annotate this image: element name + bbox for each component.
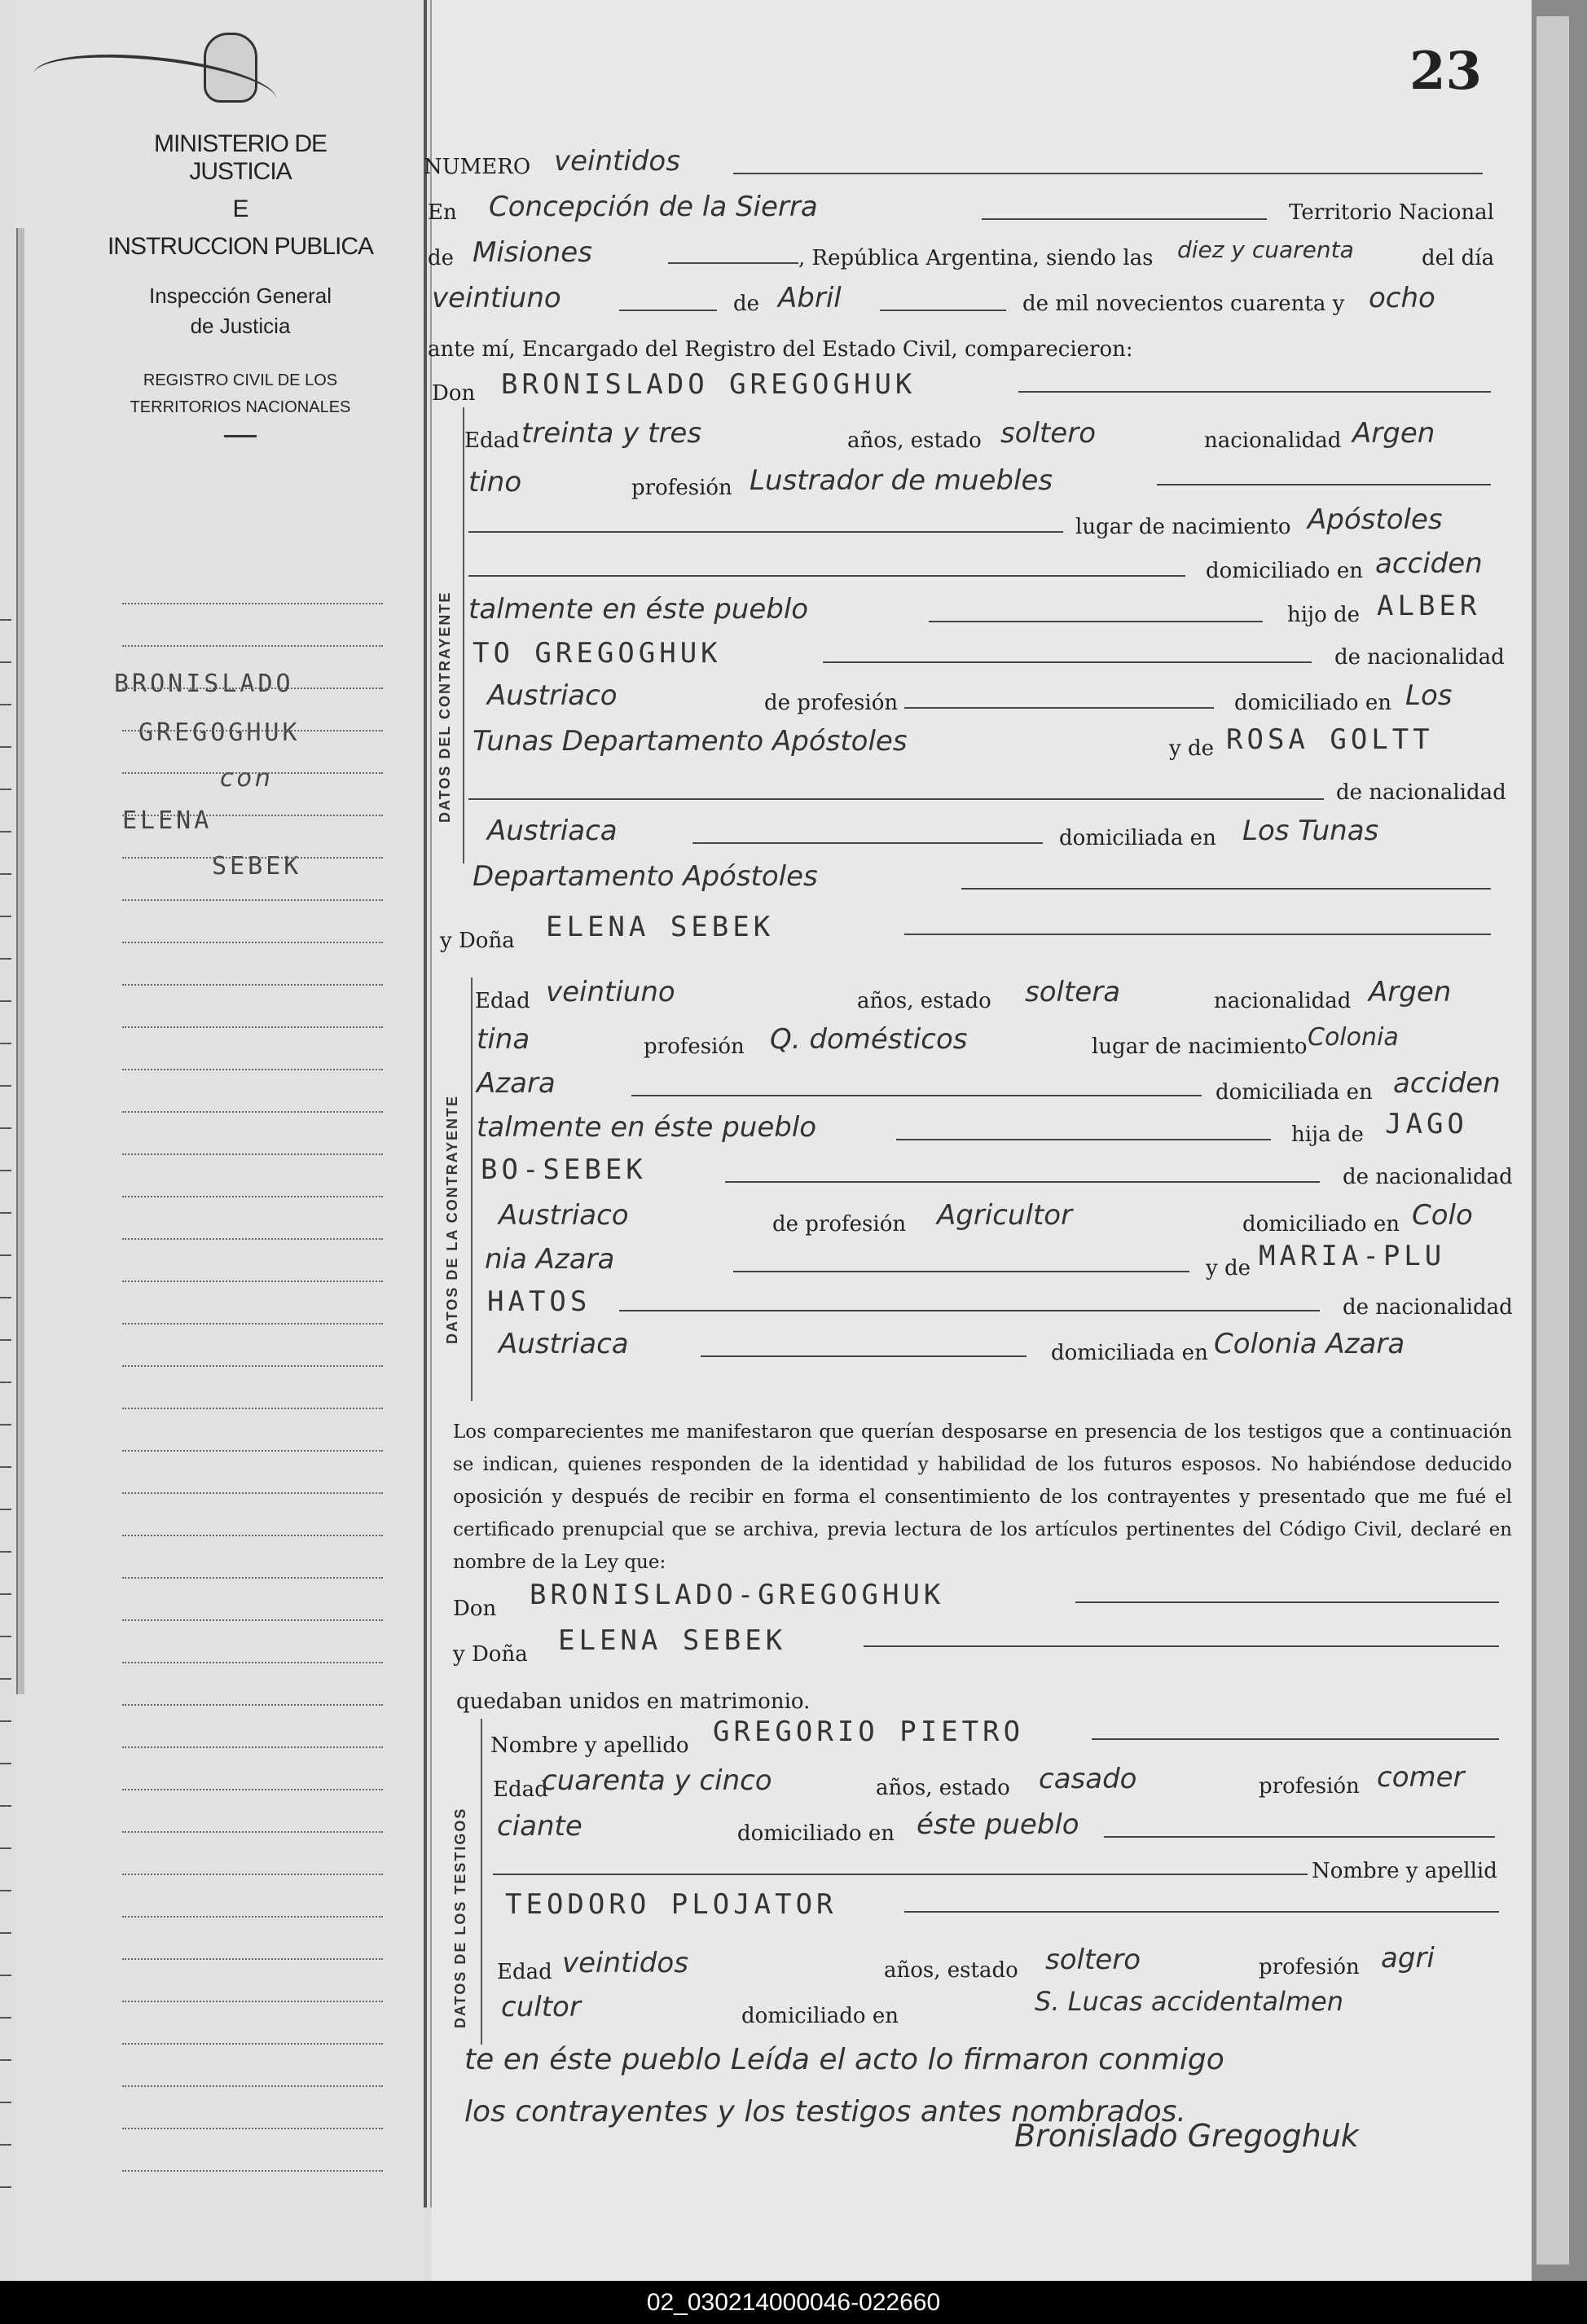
margin-name-3: ELENA [122,806,213,835]
witness2-age: veintidos [562,1947,688,1979]
margin-ruled-line [122,984,383,986]
dia-value: veintiuno [432,282,561,314]
closing-line-2: los contrayentes y los testigos antes nombrados. [464,2095,1186,2129]
witness2-name: TEODORO PLOJATOR [505,1888,837,1921]
closing-line-1: te en éste pueblo Leída el acto lo firmaron conmigo [464,2043,1224,2076]
margin-ruled-line [122,1111,383,1113]
bride-father: BO-SEBEK [481,1153,647,1186]
bride-mother: MARIA-PLU [1259,1240,1446,1272]
margin-ruled-line [122,1196,383,1197]
section-label-contrayente: DATOS DEL CONTRAYENTE [437,591,453,823]
section-label-contrayente-bride: DATOS DE LA CONTRAYENTE [444,1094,460,1344]
margin-ruled-line [122,730,383,731]
groom-name-final: BRONISLADO-GREGOGHUK [530,1579,945,1611]
margin-ruled-line [122,815,383,816]
binding-stitch [16,228,24,1694]
bride-profession: Q. domésticos [770,1023,968,1056]
lugar-value: Concepción de la Sierra [489,191,818,223]
margin-ruled-line [122,688,383,689]
witness2-status: soltero [1045,1944,1141,1976]
margin-ruled-line [122,1831,383,1833]
groom-father: TO GREGOGHUK [473,637,722,670]
section-label-testigos: DATOS DE LOS TESTIGOS [452,1807,468,2028]
margin-ruled-line [122,1958,383,1960]
margin-ruled-line [122,603,383,604]
witness1-name: GREGORIO PIETRO [713,1716,1025,1748]
margin-ruled-line [122,1365,383,1367]
margin-ruled-line [122,1069,383,1070]
bride-mother-domicile: Colonia Azara [1214,1328,1405,1360]
groom-status: soltero [1000,417,1096,450]
margin-ruled-line [122,1450,383,1452]
margin-con: con [220,764,274,793]
witness2-domicile: S. Lucas accidentalmen [1035,1986,1343,2017]
margin-ruled-line [122,1746,383,1748]
margin-ruled-line [122,645,383,647]
margin-ruled-line [122,1535,383,1536]
groom-birthplace: Apóstoles [1308,503,1443,536]
groom-mother: ROSA GOLTT [1226,723,1434,756]
margin-ruled-line [122,942,383,943]
margin-ruled-line [122,1577,383,1579]
groom-age: treinta y tres [521,417,702,450]
margin-ruled-line [122,857,383,859]
witness2-profession: cultor [501,1991,581,2023]
margin-name-1: BRONISLADO [114,670,294,698]
ministry-header: MINISTERIO DE JUSTICIA E INSTRUCCION PUBLICA Inspección General de Justicia REGISTRO CIVIL DE LOS TERRITORIOS NACIONALES [106,130,375,437]
margin-ruled-line [122,1662,383,1663]
witness1-age: cuarenta y cinco [542,1764,772,1797]
margin-ruled-line [122,1619,383,1621]
margin-ruled-line [122,1874,383,1875]
ano-value: ocho [1369,282,1435,314]
territorio-value: Misiones [473,236,592,269]
witness1-domicile: éste pueblo [917,1808,1079,1841]
bride-domicile: talmente en éste pueblo [477,1111,817,1144]
groom-domicile: talmente en éste pueblo [468,593,809,626]
witness1-profession: ciante [497,1810,582,1843]
margin-ruled-line [122,1323,383,1325]
bride-father-profession: Agricultor [937,1199,1073,1232]
ministry-title: MINISTERIO DE JUSTICIA [153,130,327,185]
bride-name-final: ELENA SEBEK [558,1624,787,1657]
margin-ruled-line [122,1281,383,1282]
bride-status: soltera [1025,976,1121,1008]
bride-age: veintiuno [546,976,675,1008]
bride-name: ELENA SEBEK [546,911,775,943]
margin-ruled-line [122,1408,383,1409]
margin-ruled-line [122,1789,383,1790]
margin-ruled-line [122,2170,383,2172]
hora-value: diez y cuarenta [1177,236,1354,263]
margin-ruled-line [122,1238,383,1240]
groom-signature: Bronislado Gregoghuk [1014,2118,1359,2154]
numero-value: veintidos [554,145,680,178]
column-divider [424,0,427,2208]
groom-profession: Lustrador de muebles [750,464,1053,497]
margin-ruled-line [122,2085,383,2087]
margin-ruled-line [122,772,383,774]
instruction-title: INSTRUCCION PUBLICA [107,233,374,260]
margin-ruled-line [122,899,383,901]
declaration-paragraph: Los comparecientes me manifestaron que querían desposarse en presencia de los testigos que a continuación se indican, quienes responden de la identidad y habilidad de los futuros esposos. No habiéndose deducido oposición y después de recibir en forma el consentimiento de los contrayentes y presentado que me fué el certificado prenupcial que se archiva, previa lectura de los artículos pertinentes del Código Civil, declaré en nombre de la Ley que: [453,1421,1512,1573]
margin-ruled-line [122,1916,383,1918]
document-id-footer: 02_030214000046-022660 [0,2281,1587,2324]
margin-ruled-line [122,1704,383,1706]
margin-name-2: GREGOGHUK [138,718,301,747]
page-number: 23 [1409,41,1483,102]
margin-ruled-line [122,1492,383,1494]
groom-name: BRONISLADO GREGOGHUK [501,368,917,401]
margin-ruled-line [122,1026,383,1028]
book-edge [1532,0,1587,2281]
margin-ruled-line [122,2128,383,2129]
mes-value: Abril [778,282,842,314]
margin-ruled-line [122,2001,383,2002]
bride-birthplace: Azara [477,1067,556,1100]
margin-name-4: SEBEK [212,852,302,881]
margin-ruled-line [122,1153,383,1155]
witness1-status: casado [1039,1763,1137,1795]
margin-ruled-line [122,2043,383,2045]
